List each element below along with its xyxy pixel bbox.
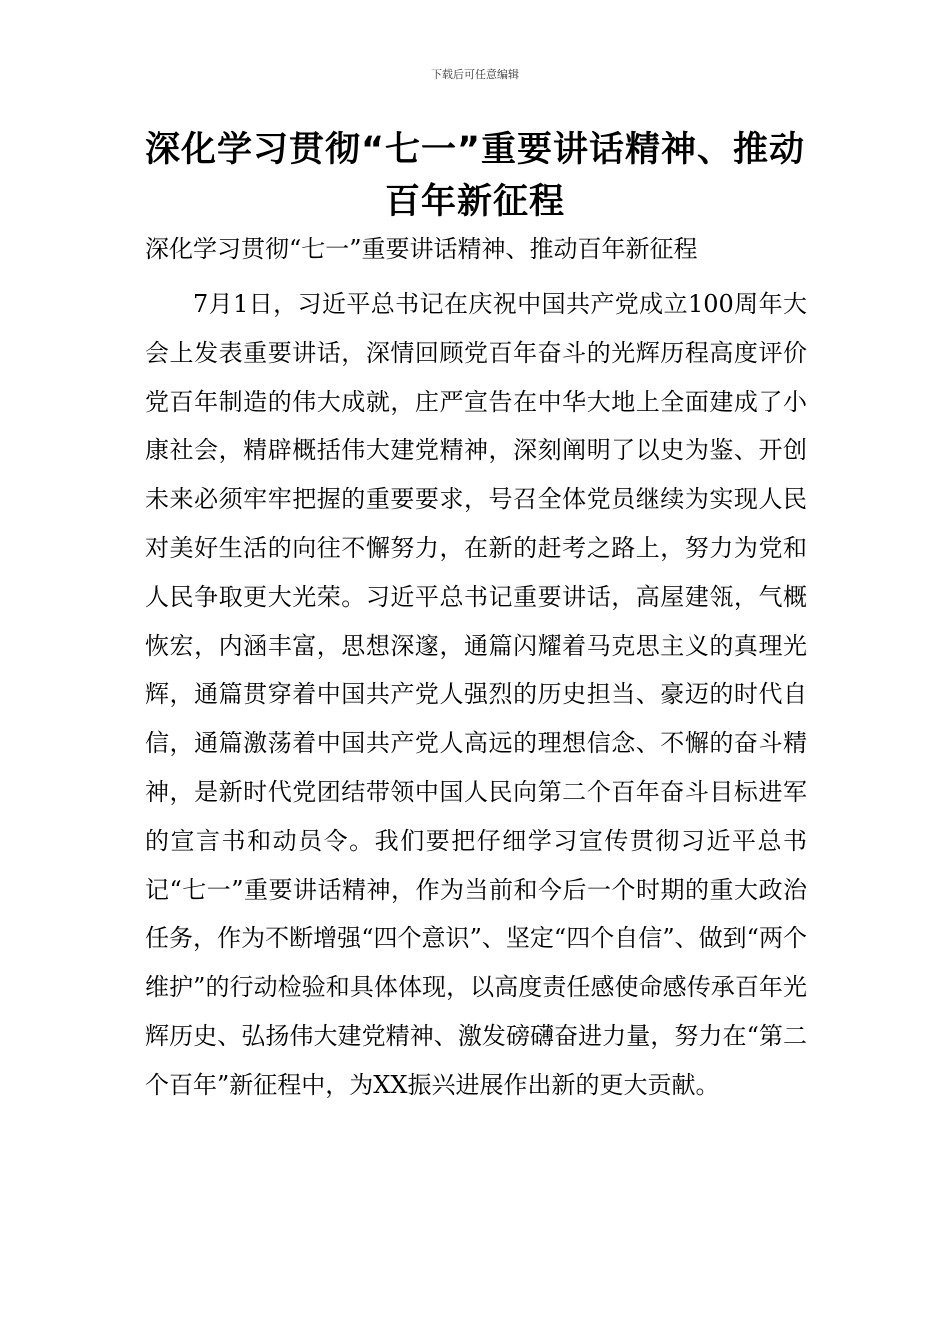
document-title: 深化学习贯彻“七一”重要讲话精神、推动百年新征程 [144,130,805,222]
body-paragraph: 7月1日，习近平总书记在庆祝中国共产党成立100周年大会上发表重要讲话，深情回顾党百年奋斗的光辉历程高度评价党百年制造的伟大成就，庄严宣告在中华大地上全面建成了小康社会，精辟概括伟大建党精神，深刻阐明了以史为鉴、开创未来必须牢牢把握的重要要求，号召全体党员继续为实现人民对美好生活的向往不懈努力，在新的赶考之路上，努力为党和人民争取更大光荣。习近平总书记重要讲话，高屋建瓴，气概恢宏，内涵丰富，思想深邃，通篇闪耀着马克思主义的真理光辉，通篇贯穿着中国共产党人强烈的历史担当、豪迈的时代自信，通篇激荡着中国共产党人高远的理想信念、不懈的奋斗精神，是新时代党团结带领中国人民向第二个百年奋斗目标进军的宣言书和动员令。我们要把仔细学习宣传贯彻习近平总书记“七一”重要讲话精神，作为当前和今后一个时期的重大政治任务，作为不断增强“四个意识”、坚定“四个自信”、做到“两个维护”的行动检验和具体体现，以高度责任感使命感传承百年光辉历史、弘扬伟大建党精神、激发磅礴奋进力量，努力在“第二个百年”新征程中，为XX振兴进展作出新的更大贡献。 [145,290,807,1099]
document-subtitle: 深化学习贯彻“七一”重要讲话精神、推动百年新征程 [145,235,698,263]
header-note: 下载后可任意编辑 [431,68,519,81]
